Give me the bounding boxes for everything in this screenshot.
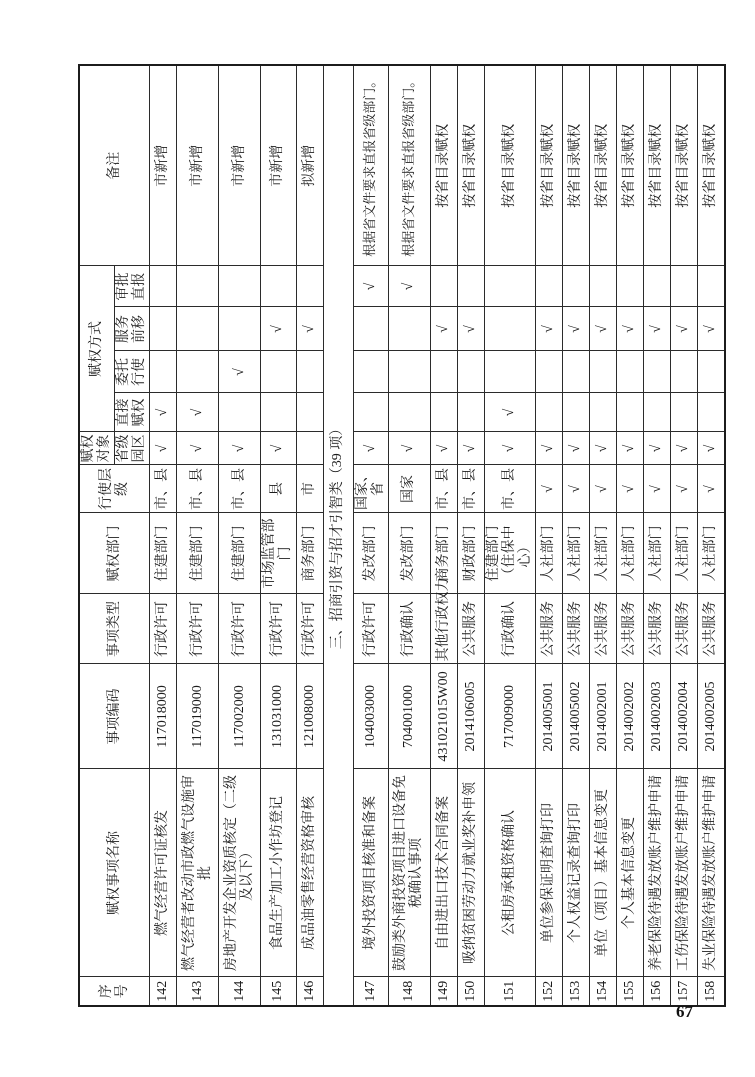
header-row-1 <box>79 65 115 1006</box>
table-row <box>353 65 388 1006</box>
cell-direct-check <box>430 393 457 432</box>
cell-remark: 按省目录赋权 <box>644 65 671 266</box>
cell-entrust-check <box>644 351 671 393</box>
cell-name: 燃气经营许可证核发 <box>150 769 177 977</box>
cell-entrust-check <box>563 351 590 393</box>
cell-name: 鼓励类外商投资项目进口设备免税确认事项 <box>388 769 430 977</box>
cell-forward-check: √ <box>563 307 590 351</box>
cell-report-check <box>617 266 644 307</box>
cell-entrust-check <box>671 351 698 393</box>
header-item-name: 赋权事项名称 <box>79 769 150 977</box>
cell-name: 吸纳贫困劳动力就业奖补申领 <box>457 769 484 977</box>
rotated-table-container <box>78 66 718 1007</box>
cell-remark: 按省目录赋权 <box>484 65 535 266</box>
cell-code: 2014005002 <box>563 664 590 769</box>
table-row <box>177 65 219 1006</box>
cell-level: √ <box>617 465 644 513</box>
cell-direct-check <box>536 393 563 432</box>
cell-report-check <box>219 266 261 307</box>
cell-name: 失业保险待遇发放账户维护申请 <box>698 769 725 977</box>
cell-level: 市、县 <box>177 465 219 513</box>
cell-level: √ <box>644 465 671 513</box>
table-row <box>388 65 430 1006</box>
cell-type: 公共服务 <box>617 594 644 664</box>
header-item-code: 事项编码 <box>79 664 150 769</box>
table-row <box>150 65 177 1006</box>
cell-serial: 142 <box>150 977 177 1006</box>
cell-code: 2014002001 <box>590 664 617 769</box>
cell-code: 2014005001 <box>536 664 563 769</box>
cell-remark: 市新增 <box>219 65 261 266</box>
cell-serial: 147 <box>353 977 388 1006</box>
cell-target-check <box>296 432 323 465</box>
cell-serial: 155 <box>617 977 644 1006</box>
cell-forward-check: √ <box>698 307 725 351</box>
cell-entrust-check <box>430 351 457 393</box>
cell-serial: 148 <box>388 977 430 1006</box>
cell-direct-check <box>644 393 671 432</box>
cell-dept: 住建部门 <box>150 513 177 594</box>
cell-level: 市 <box>296 465 323 513</box>
table-row <box>698 65 725 1006</box>
cell-dept: 住建部门 <box>177 513 219 594</box>
cell-target-check: √ <box>353 432 388 465</box>
cell-name: 个人基本信息变更 <box>617 769 644 977</box>
cell-target-check: √ <box>563 432 590 465</box>
cell-remark: 按省目录赋权 <box>536 65 563 266</box>
cell-direct-check <box>617 393 644 432</box>
cell-entrust-check <box>388 351 430 393</box>
cell-remark: 按省目录赋权 <box>671 65 698 266</box>
cell-entrust-check <box>617 351 644 393</box>
cell-report-check <box>563 266 590 307</box>
table-row <box>536 65 563 1006</box>
cell-dept: 人社部门 <box>671 513 698 594</box>
table-row <box>457 65 484 1006</box>
cell-name: 单位参保证明查询打印 <box>536 769 563 977</box>
cell-serial: 144 <box>219 977 261 1006</box>
cell-remark: 根据省文件要求直报省级部门。 <box>388 65 430 266</box>
cell-type: 行政许可 <box>219 594 261 664</box>
cell-direct-check <box>219 393 261 432</box>
cell-dept: 商务部门 <box>296 513 323 594</box>
cell-report-check <box>536 266 563 307</box>
header-remark: 备注 <box>79 65 150 266</box>
cell-remark: 按省目录赋权 <box>430 65 457 266</box>
cell-remark: 按省目录赋权 <box>563 65 590 266</box>
cell-dept: 市场监管部门 <box>261 513 296 594</box>
cell-remark: 按省目录赋权 <box>698 65 725 266</box>
cell-dept: 人社部门 <box>536 513 563 594</box>
cell-level: 市、县 <box>430 465 457 513</box>
cell-target-check: √ <box>698 432 725 465</box>
cell-level: 县 <box>261 465 296 513</box>
cell-target-check: √ <box>150 432 177 465</box>
cell-serial: 145 <box>261 977 296 1006</box>
table-row <box>590 65 617 1006</box>
cell-target-check: √ <box>617 432 644 465</box>
cell-report-check <box>430 266 457 307</box>
cell-remark: 根据省文件要求直报省级部门。 <box>353 65 388 266</box>
cell-forward-check <box>177 307 219 351</box>
cell-entrust-check <box>177 351 219 393</box>
table-row <box>644 65 671 1006</box>
cell-entrust-check <box>536 351 563 393</box>
cell-forward-check <box>219 307 261 351</box>
cell-serial: 157 <box>671 977 698 1006</box>
cell-dept: 人社部门 <box>590 513 617 594</box>
cell-report-check: √ <box>388 266 430 307</box>
cell-type: 公共服务 <box>644 594 671 664</box>
cell-serial: 152 <box>536 977 563 1006</box>
table-header <box>79 65 150 1006</box>
cell-dept: 发改部门 <box>353 513 388 594</box>
cell-type: 公共服务 <box>590 594 617 664</box>
cell-code: 431021015W00 <box>430 664 457 769</box>
table-row <box>617 65 644 1006</box>
section-row <box>323 65 353 1006</box>
cell-entrust-check <box>484 351 535 393</box>
cell-entrust-check <box>261 351 296 393</box>
cell-code: 117018000 <box>150 664 177 769</box>
cell-code: 121008000 <box>296 664 323 769</box>
table-row <box>261 65 296 1006</box>
cell-remark: 拟新增 <box>296 65 323 266</box>
cell-forward-check <box>484 307 535 351</box>
cell-level: 市、县 <box>457 465 484 513</box>
cell-direct-check <box>261 393 296 432</box>
cell-direct-check <box>590 393 617 432</box>
cell-entrust-check <box>457 351 484 393</box>
cell-dept: 人社部门 <box>698 513 725 594</box>
cell-target-check: √ <box>536 432 563 465</box>
cell-target-check: √ <box>671 432 698 465</box>
table-row <box>484 65 535 1006</box>
cell-name: 成品油零售经营资格审核 <box>296 769 323 977</box>
cell-name: 境外投资项目核准和备案 <box>353 769 388 977</box>
cell-direct-check <box>296 393 323 432</box>
cell-code: 2014002002 <box>617 664 644 769</box>
cell-dept: 人社部门 <box>644 513 671 594</box>
table-row <box>430 65 457 1006</box>
cell-level: √ <box>671 465 698 513</box>
cell-code: 2014002004 <box>671 664 698 769</box>
cell-serial: 151 <box>484 977 535 1006</box>
cell-report-check <box>261 266 296 307</box>
cell-dept: 住建部门 <box>219 513 261 594</box>
cell-forward-check: √ <box>536 307 563 351</box>
cell-code: 104003000 <box>353 664 388 769</box>
header-department: 赋权部门 <box>79 513 150 594</box>
cell-entrust-check <box>150 351 177 393</box>
cell-serial: 158 <box>698 977 725 1006</box>
cell-name: 食品生产加工小作坊登记 <box>261 769 296 977</box>
cell-level: √ <box>563 465 590 513</box>
cell-dept: 商务部门 <box>430 513 457 594</box>
cell-remark: 按省目录赋权 <box>457 65 484 266</box>
cell-name: 工伤保险待遇发放账户维护申请 <box>671 769 698 977</box>
cell-type: 行政确认 <box>388 594 430 664</box>
cell-remark: 市新增 <box>261 65 296 266</box>
cell-dept: 人社部门 <box>617 513 644 594</box>
cell-type: 行政许可 <box>353 594 388 664</box>
table-row <box>671 65 698 1006</box>
cell-remark: 市新增 <box>177 65 219 266</box>
cell-target-check: √ <box>430 432 457 465</box>
table-body <box>150 65 725 1006</box>
cell-direct-check <box>353 393 388 432</box>
cell-type: 公共服务 <box>563 594 590 664</box>
cell-serial: 146 <box>296 977 323 1006</box>
cell-forward-check: √ <box>457 307 484 351</box>
cell-code: 131031000 <box>261 664 296 769</box>
cell-direct-check: √ <box>484 393 535 432</box>
cell-type: 行政许可 <box>150 594 177 664</box>
cell-name: 自由进出口技术合同备案 <box>430 769 457 977</box>
header-serial: 序号 <box>79 977 150 1006</box>
cell-serial: 149 <box>430 977 457 1006</box>
cell-level: 市、县 <box>150 465 177 513</box>
cell-code: 2014106005 <box>457 664 484 769</box>
cell-direct-check <box>671 393 698 432</box>
header-item-type: 事项类型 <box>79 594 150 664</box>
cell-forward-check: √ <box>590 307 617 351</box>
cell-serial: 150 <box>457 977 484 1006</box>
cell-remark: 按省目录赋权 <box>617 65 644 266</box>
cell-target-check: √ <box>590 432 617 465</box>
cell-report-check <box>150 266 177 307</box>
cell-entrust-check <box>590 351 617 393</box>
cell-target-check: √ <box>261 432 296 465</box>
cell-dept: 财政部门 <box>457 513 484 594</box>
cell-type: 行政许可 <box>177 594 219 664</box>
cell-forward-check: √ <box>671 307 698 351</box>
cell-type: 公共服务 <box>698 594 725 664</box>
cell-report-check: √ <box>353 266 388 307</box>
table-row <box>296 65 323 1006</box>
cell-type: 其他行政权力 <box>430 594 457 664</box>
cell-serial: 154 <box>590 977 617 1006</box>
cell-target-check: √ <box>177 432 219 465</box>
cell-entrust-check: √ <box>219 351 261 393</box>
cell-entrust-check <box>296 351 323 393</box>
cell-name: 个人权益记录查询打印 <box>563 769 590 977</box>
cell-serial: 143 <box>177 977 219 1006</box>
header-method-approval-report: 审批直报 <box>115 266 150 307</box>
cell-target-check: √ <box>644 432 671 465</box>
cell-level: √ <box>536 465 563 513</box>
cell-forward-check: √ <box>430 307 457 351</box>
header-method-service-forward: 服务前移 <box>115 307 150 351</box>
cell-name: 房地产开发企业资质核定（二级及以下） <box>219 769 261 977</box>
header-target-provincial-park: 省级园区 <box>115 432 150 465</box>
cell-name: 燃气经营者改动市政燃气设施审批 <box>177 769 219 977</box>
cell-level: 市、县 <box>484 465 535 513</box>
cell-level: 市、县 <box>219 465 261 513</box>
cell-type: 行政许可 <box>296 594 323 664</box>
cell-target-check: √ <box>457 432 484 465</box>
header-method-entrust: 委托行使 <box>115 351 150 393</box>
cell-forward-check: √ <box>296 307 323 351</box>
cell-dept: 发改部门 <box>388 513 430 594</box>
cell-forward-check: √ <box>617 307 644 351</box>
cell-forward-check: √ <box>261 307 296 351</box>
cell-target-check: √ <box>388 432 430 465</box>
cell-type: 公共服务 <box>671 594 698 664</box>
cell-code: 704001000 <box>388 664 430 769</box>
page-number: 67 <box>676 1002 693 1021</box>
cell-direct-check <box>698 393 725 432</box>
cell-level: 国家 <box>388 465 430 513</box>
cell-report-check <box>296 266 323 307</box>
authorization-items-table <box>78 64 726 1007</box>
cell-direct-check <box>563 393 590 432</box>
cell-forward-check: √ <box>644 307 671 351</box>
cell-type: 行政确认 <box>484 594 535 664</box>
header-exercise-level: 行使层级 <box>79 465 150 513</box>
header-method-direct: 直接赋权 <box>115 393 150 432</box>
cell-entrust-check <box>353 351 388 393</box>
cell-target-check: √ <box>484 432 535 465</box>
cell-report-check <box>698 266 725 307</box>
cell-level: √ <box>698 465 725 513</box>
header-method-group: 赋权方式 <box>79 266 115 432</box>
cell-direct-check <box>388 393 430 432</box>
cell-code: 2014002003 <box>644 664 671 769</box>
cell-report-check <box>484 266 535 307</box>
cell-report-check <box>644 266 671 307</box>
table-row <box>219 65 261 1006</box>
cell-remark: 市新增 <box>150 65 177 266</box>
section-title: 三、招商引资与招才引智类（39 项） <box>323 65 353 1006</box>
cell-code: 117019000 <box>177 664 219 769</box>
cell-name: 单位（项目）基本信息变更 <box>590 769 617 977</box>
cell-forward-check <box>388 307 430 351</box>
cell-dept: 人社部门 <box>563 513 590 594</box>
cell-forward-check <box>353 307 388 351</box>
cell-type: 公共服务 <box>457 594 484 664</box>
cell-name: 公租房承租资格确认 <box>484 769 535 977</box>
cell-type: 公共服务 <box>536 594 563 664</box>
cell-code: 2014002005 <box>698 664 725 769</box>
table-row <box>563 65 590 1006</box>
cell-direct-check: √ <box>150 393 177 432</box>
cell-serial: 153 <box>563 977 590 1006</box>
cell-report-check <box>590 266 617 307</box>
cell-serial: 156 <box>644 977 671 1006</box>
cell-report-check <box>671 266 698 307</box>
cell-dept: 住建部门（住保中心） <box>484 513 535 594</box>
cell-name: 养老保险待遇发放账户维护申请 <box>644 769 671 977</box>
cell-report-check <box>457 266 484 307</box>
cell-type: 行政许可 <box>261 594 296 664</box>
cell-entrust-check <box>698 351 725 393</box>
cell-level: 国家、省 <box>353 465 388 513</box>
header-target-group: 赋权对象 <box>79 432 115 465</box>
cell-remark: 按省目录赋权 <box>590 65 617 266</box>
cell-report-check <box>177 266 219 307</box>
cell-direct-check: √ <box>177 393 219 432</box>
cell-level: √ <box>590 465 617 513</box>
cell-forward-check <box>150 307 177 351</box>
cell-target-check: √ <box>219 432 261 465</box>
cell-code: 117002000 <box>219 664 261 769</box>
cell-direct-check <box>457 393 484 432</box>
cell-code: 717009000 <box>484 664 535 769</box>
